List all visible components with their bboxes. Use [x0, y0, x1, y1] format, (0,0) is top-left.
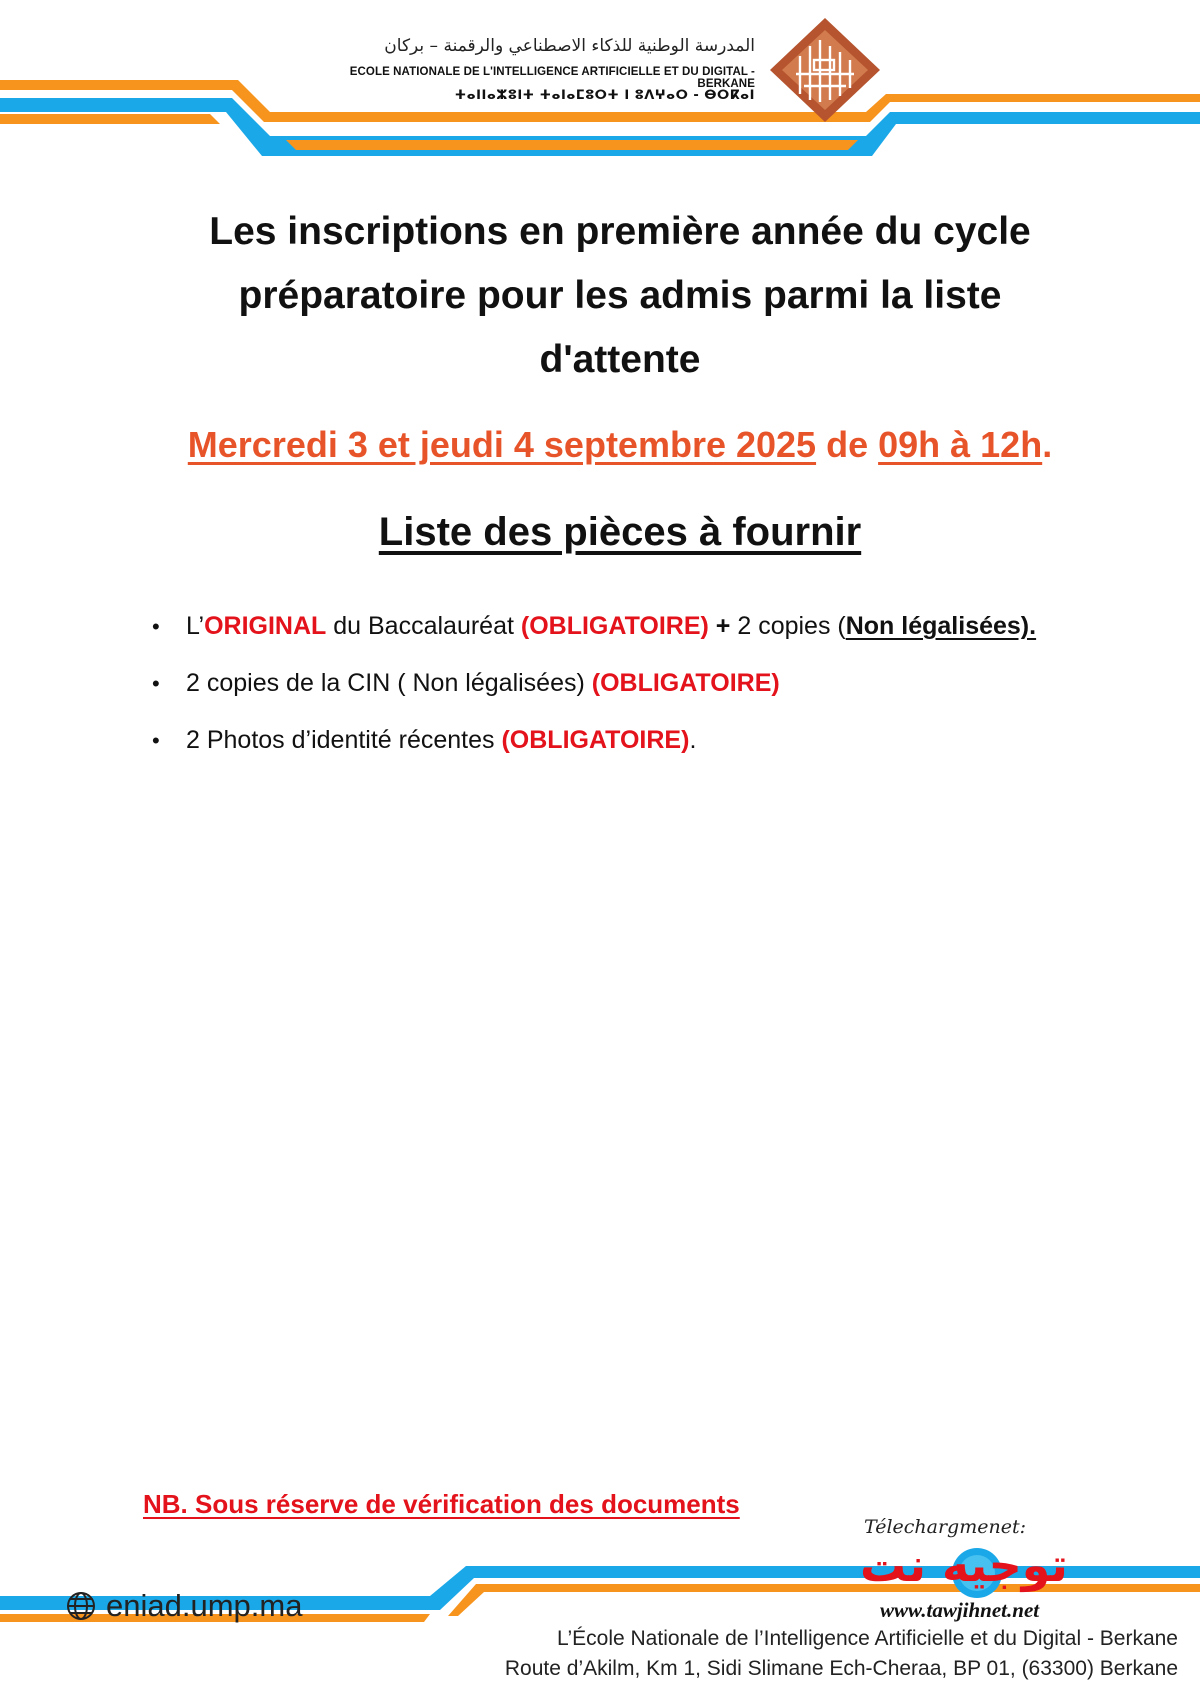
watermark-url[interactable]: www.tawjihnet.net [880, 1598, 1040, 1622]
school-logo [766, 16, 884, 124]
schedule-end: . [1042, 424, 1053, 465]
school-name-french: ECOLE NATIONALE DE L'INTELLIGENCE ARTIFICIELLE ET DU DIGITAL - BERKANE [349, 66, 755, 90]
watermark-label: Télechargmenet: [864, 1516, 1026, 1538]
item1-original: ORIGINAL [204, 612, 327, 640]
header-orange-chevron [0, 114, 220, 124]
footer-orange-stripe [448, 1584, 1200, 1616]
item1-copies: 2 copies ( [737, 612, 846, 640]
item1-plus: + [708, 612, 738, 640]
documents-list [140, 598, 1140, 769]
bullet-icon: • [152, 728, 160, 753]
schedule-de: de [816, 424, 879, 465]
item3-text: 2 Photos d’identité récentes [186, 726, 502, 754]
list-item-photos [140, 712, 1140, 769]
item1-text: du Baccalauréat [326, 612, 521, 640]
bullet-icon: • [152, 614, 160, 639]
watermark-brand: توجيه نت [860, 1538, 1068, 1592]
page-title-line-3: d'attente [539, 338, 701, 381]
item1-non-legalisees: Non légalisées). [845, 612, 1037, 640]
website-text: eniad.ump.ma [106, 1588, 303, 1623]
school-name-tifinagh: ⵜⴰⵏⵏⴰⵣⵓⵏⵜ ⵜⴰⵏⴰⵎⵓⵔⵜ ⵏ ⵓⴷⵖⴰⵔ - ⴱⵔⴽⴰⵏ [454, 88, 755, 103]
item1-obligatoire: (OBLIGATOIRE) [520, 612, 709, 640]
page-title-line-2: préparatoire pour les admis parmi la liste [238, 274, 1002, 317]
list-item-baccalaureat [140, 598, 1140, 655]
schedule-hours: 09h à 12h [878, 424, 1043, 465]
address-line-2: Route d’Akilm, Km 1, Sidi Slimane Ech-Cheraa, BP 01, (63300) Berkane [504, 1657, 1178, 1680]
school-name-arabic: المدرسة الوطنية للذكاء الاصطناعي والرقمنة – بركان [384, 36, 755, 56]
schedule-days: Mercredi 3 et jeudi 4 septembre 2025 [187, 424, 817, 465]
address-line-1: L’École Nationale de l’Intelligence Artificielle et du Digital - Berkane [556, 1627, 1178, 1650]
schedule-line [100, 424, 1140, 466]
item3-end: . [689, 726, 697, 754]
item1-prefix: L’ [186, 612, 205, 640]
item3-obligatoire: (OBLIGATOIRE) [501, 726, 690, 754]
item2-text: 2 copies de la CIN ( Non légalisées) [186, 669, 592, 697]
nb-note: NB. Sous réserve de vérification des documents [143, 1489, 740, 1519]
documents-heading: Liste des pièces à fournir [378, 510, 862, 554]
footer-address [470, 1624, 1178, 1684]
bullet-icon: • [152, 671, 160, 696]
website-link[interactable] [66, 1588, 302, 1624]
header-orange-stripe-bottom [286, 140, 858, 150]
globe-icon [66, 1591, 96, 1621]
page-title-line-1: Les inscriptions en première année du cycle [209, 210, 1031, 253]
list-item-cin [140, 655, 1140, 712]
page-title [140, 200, 1100, 392]
item2-obligatoire: (OBLIGATOIRE) [591, 669, 780, 697]
